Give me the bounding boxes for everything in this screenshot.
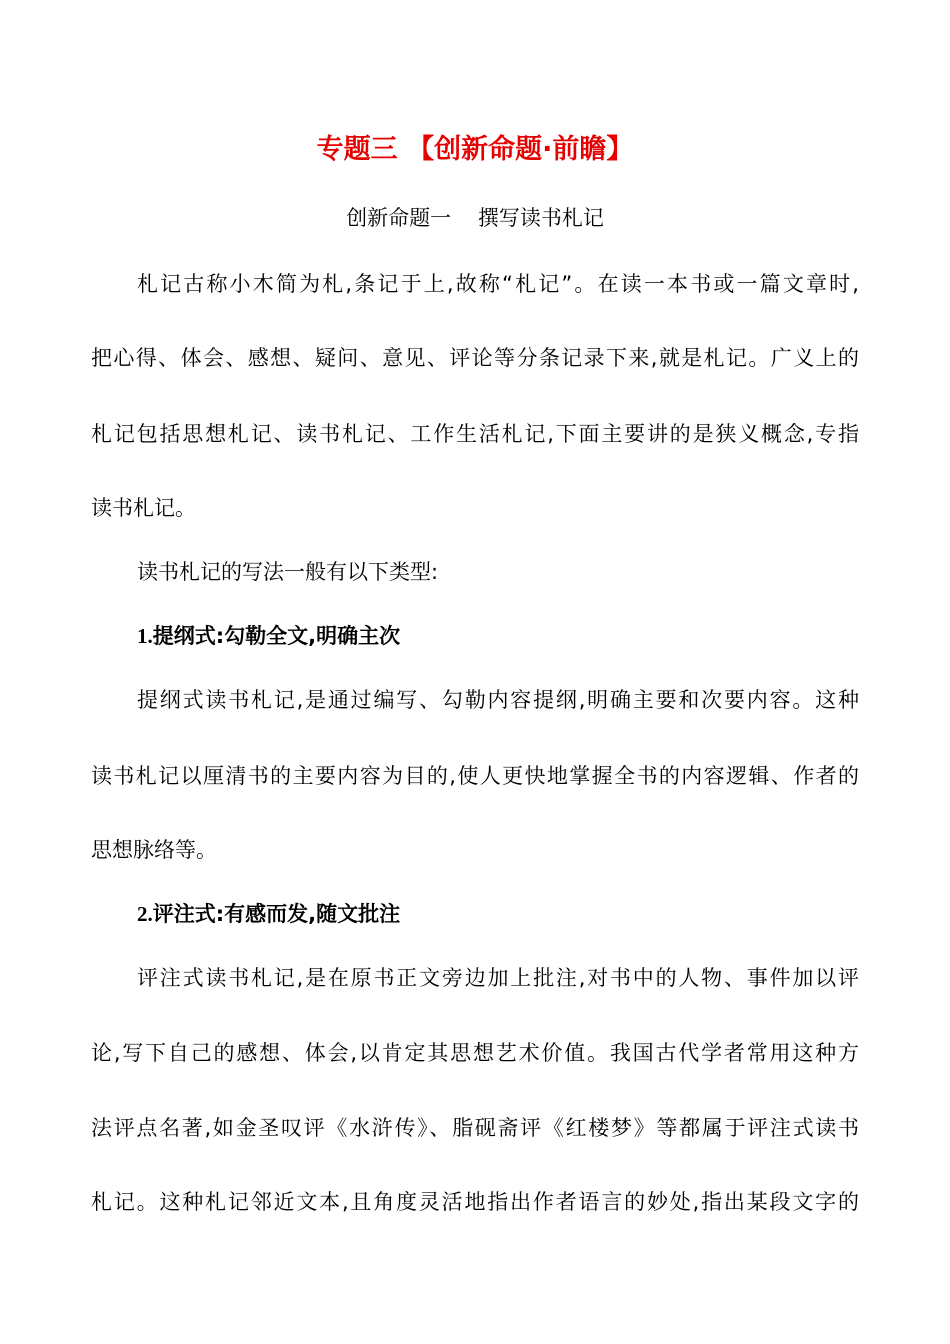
section-number: 1. [137, 624, 153, 648]
paragraph-line: 思想脉络等。 [91, 838, 217, 862]
paragraph-line: 札记包括思想札记、读书札记、工作生活札记,下面主要讲的是狭义概念,专指 [91, 422, 859, 446]
section-heading-text: 评注式:有感而发,随文批注 [152, 902, 401, 926]
section-number: 2. [137, 902, 153, 926]
paragraph-line: 法评点名著,如金圣叹评《水浒传》、脂砚斋评《红楼梦》等都属于评注式读书 [91, 1116, 859, 1140]
page-title: 专题三 【创新命题·前瞻】 [316, 134, 634, 165]
paragraph-line: 读书札记以厘清书的主要内容为目的,使人更快地掌握全书的内容逻辑、作者的 [91, 764, 859, 788]
paragraph-line: 把心得、体会、感想、疑问、意见、评论等分条记录下来,就是札记。广义上的 [91, 346, 859, 370]
paragraph-line: 札记。这种札记邻近文本,且角度灵活地指出作者语言的妙处,指出某段文字的 [91, 1190, 859, 1214]
paragraph-line: 评注式读书札记,是在原书正文旁边加上批注,对书中的人物、事件加以评 [137, 966, 859, 990]
paragraph-line: 读书札记。 [91, 496, 196, 520]
paragraph-line: 札记古称小木简为札,条记于上,故称“札记”。在读一本书或一篇文章时, [137, 272, 859, 296]
section-heading [137, 620, 400, 652]
section-heading-text: 提纲式:勾勒全文,明确主次 [152, 624, 401, 648]
types-intro: 读书札记的写法一般有以下类型: [137, 560, 439, 584]
paragraph-line: 论,写下自己的感想、体会,以肯定其思想艺术价值。我国古代学者常用这种方 [91, 1041, 859, 1065]
section-heading [137, 898, 400, 930]
paragraph-line: 提纲式读书札记,是通过编写、勾勒内容提纲,明确主要和次要内容。这种 [137, 688, 859, 712]
section-subtitle: 创新命题一 撰写读书札记 [346, 206, 604, 230]
